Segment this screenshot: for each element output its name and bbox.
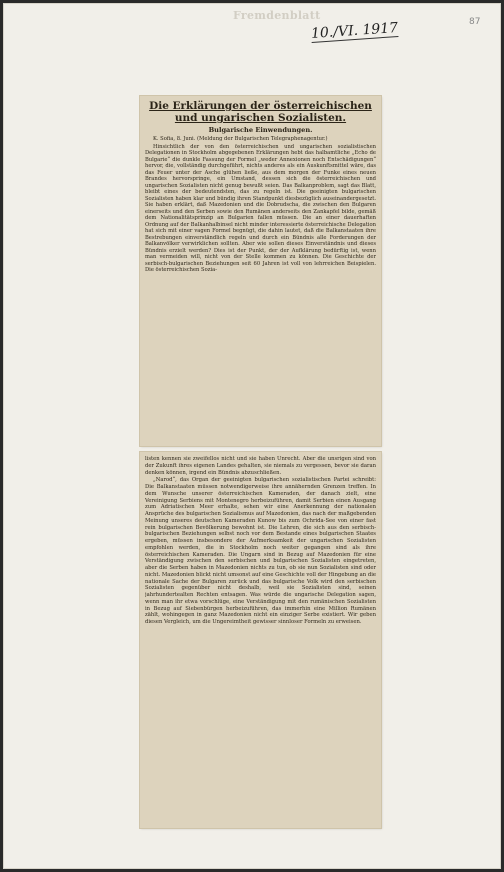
newspaper-clipping-part-2: [140, 452, 381, 828]
article-subheadline: Bulgarische Einwendungen.: [208, 126, 313, 134]
article-headline: Die Erklärungen der österreichischen und ungarischen Sozialisten.: [149, 100, 372, 124]
clipping-body-1: [145, 100, 376, 443]
page-number: 87: [469, 17, 481, 27]
handwritten-date: 10./VI. 1917: [310, 19, 399, 43]
newspaper-clipping-part-1: [140, 96, 381, 446]
article-paragraph: Hinsichtlich der von den österreichischen und ungarischen sozialistischen Delegationen in Stockholm abgegebenen Erklärungen hebt das halbamtliche „Echo de Bulgarie“ die dunkle Fassung der Formel „weder Annexionen noch Entschädigungen“ hervor, die, vollständig durchgeführt, nichts anderes als ein Auskunftsmittel wäre, das das Feuer unter der Asche glühen ließe, aus dem morgen der Funke eines neuen Brandes hervorspringe, ein Umstand, dessen sich die österreichischen und ungarischen Sozialisten nicht genug bewußt seien. Das Balkanproblem, sagt das Blatt, bleibt eines der bedeutendsten, das zu regeln ist. Die geeinigten bulgarischen Sozialisten haben klar und bündig ihren Standpunkt diesbezüglich auseinandergesetzt. Sie haben erklärt, daß Mazedonien und die Dobrudscha, die zwischen den Bulgaren einerseits und den Serben sowie den Rumänen anderseits den Zankapfel bilde, gemäß dem Nationalitätsprinzip an Bulgarien fallen müssen. Die an einer dauerhaften Ordnung auf der Balkanhalbinsel nicht minder interessierte österreichische Delegation hat sich mit einer vagen Formel begnügt, die dahin lautet, daß die Balkanstaaten ihre Bestrebungen einverständlich regeln und durch ein Bündnis alle Forderungen der Balkanvölker verwirklichen sollten. Aber wie sollen dieses Einverständnis und dieses Bündnis erzielt werden? Dies ist der Punkt, der der Aufklärung bedürftig ist, wenn man vermeiden will, nicht von der Stelle kommen zu können. Die Geschichte der serbisch-bulgarischen Beziehungen seit 60 Jahren ist voll von lehrreichen Beispielen. Die österreichischen Sozia-: [145, 143, 376, 273]
archive-sheet: [3, 3, 501, 869]
article-paragraph: listen kennen sie zweifellos nicht und sie haben Unrecht. Aber die unsrigen sind von der Zukunft ihres eigenen Landes gehalten, sie niemals zu vergessen, bevor sie daran denken können, irgend ein Bündnis abzuschließen.: [145, 456, 376, 476]
article-paragraph: K. Sofia, 8. Juni. (Meldung der Bulgarischen Telegraphenagentur.): [153, 136, 328, 142]
newspaper-stamp: Fremdenblatt: [233, 9, 321, 22]
clipping-body-2: [145, 456, 376, 825]
article-paragraph: „Narod“, das Organ der geeinigten bulgarischen sozialistischen Partei schreibt: Die Balkanstaaten müssen notwendigerweise ihre annähernden Grenzen treffen. In dem Wunsche unserer österreichischen Kameraden, der danach zielt, eine Vereinigung Serbiens mit Montenegro herbeizuführen, damit Serbien einen Ausgang zum Adriatischen Meer erhalte, sehen wir eine Anerkennung der nationalen Ansprüche des bulgarischen Sozialismus auf Mazedonien, das nach der maßgebenden Meinung unseres deutschen Kameraden Kunow bis zum Ochrida-See von einer fast rein bulgarischen Bevölkerung bewohnt ist. Die Lehren, die sich aus den serbisch-bulgarischen Beziehungen selbst noch vor dem Bestande eines bulgarischen Staates ergeben, müssen insbesondere der Aufmerksamkeit der ungarischen Sozialisten empfohlen werden, die in Stockholm noch weiter gegangen sind als ihre österreichischen Kameraden. Die Ungarn sind in Bezug auf Mazedonien für eine Verständigung zwischen den serbischen und bulgarischen Sozialisten eingetreten, aber die Serben haben in Mazedonien nichts zu tun, ob sie nun Sozialisten sind oder nicht. Mazedonien blickt nicht umsonst auf eine Geschichte voll der Hingebung an die nationale Sache der Bulgaren zurück und das bulgarische Volk wird den serbischen Sozialisten gegenüber nicht deshalb, weil sie Sozialisten sind, seinen jahrhundertealten Rechten entsagen. Was würde die ungarische Delegation sagen, wenn man ihr etwa vorschlüge, eine Verständigung mit den rumänischen Sozialisten in Bezug auf Siebenbürgen herbeizuführen, das immerhin eine Million Rumänen zählt, wohingegen in ganz Mazedonien nicht ein einziger Serbe existiert. Wir geben diesen Vergleich, um die Ungereimtheit gewisser sinnloser Formeln zu erweisen.: [145, 477, 376, 625]
